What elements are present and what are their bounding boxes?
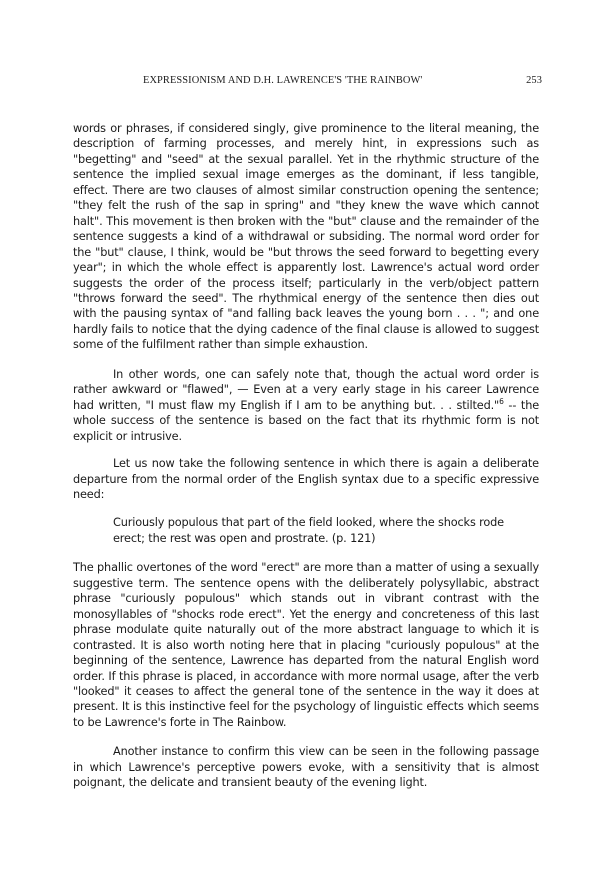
paragraph-flawed-english [73,367,539,444]
paragraph-continuation: words or phrases, if considered singly, give prominence to the literal meaning, the description of farming processes, and merely hint, in expressions such as "begetting" and "seed" at the sexual parallel. Yet in the rhythmic structure of the sentence the implied sexual image emerges as the dominant, if less tangible, effect. There are two clauses of almost similar construction opening the sentence; "they felt the rush of the sap in spring" and "they knew the wave which cannot halt". This movement is then broken with the "but" clause and the remainder of the sentence suggests a kind of a withdrawal or subsiding. The normal word order for the "but" clause, I think, would be "but throws the seed forward to begetting every year"; in which the whole effect is apparently lost. Lawrence's actual word order suggests the order of the process itself; particularly in the verb/object pattern "throws forward the seed". The rhythmical energy of the sentence then dies out with the pausing syntax of "and falling back leaves the young born . . . "; and one hardly fails to notice that the dying cadence of the final clause is allowed to suggest some of the fulfilment rather than simple exhaustion. [73,122,539,352]
paragraph-text: In other words, one can safely note that, though the actual word order is rather awkward or "flawed", — Even at a very early stage in his career Lawrence had written, "I must flaw my English if I am to be anything but. . . stilted." [73,367,539,412]
running-head-title: EXPRESSIONISM AND D.H. LAWRENCE'S 'THE RAINBOW' [143,75,423,86]
paragraph-another-instance: Another instance to confirm this view can be seen in the following passage in which Lawrence's perceptive powers evoke, with a sensitivity that is almost poignant, the delicate and transient beauty of the evening light. [73,745,539,790]
body-text [73,121,539,791]
footnote-reference: 6 [499,396,504,406]
paragraph-following-sentence: Let us now take the following sentence in which there is again a deliberate departure from the normal order of the English syntax due to a specific expressive need: [73,457,539,501]
block-quote: Curiously populous that part of the field looked, where the shocks rode erect; the rest was open and prostrate. (p. 121) [113,516,504,545]
running-head [73,75,540,91]
paragraph-phallic-overtones: The phallic overtones of the word "erect" are more than a matter of using a sexually suggestive term. The sentence opens with the deliberately polysyllabic, abstract phrase "curiously populous" which stands out in vibrant contrast with the monosyllables of "shocks rode erect". Yet the energy and concreteness of this last phrase modulate quite naturally out of the more abstract language to which it is contrasted. It is also worth noting here that in placing "curiously populous" at the beginning of the sentence, Lawrence has departed from the natural English word order. If this phrase is placed, in accordance with more normal usage, after the verb "looked" it ceases to affect the general tone of the sentence in the way it does at present. It is this instinctive feel for the psychology of linguistic effects which seems to be Lawrence's forte in The Rainbow. [73,561,539,729]
page-number: 253 [526,75,542,86]
paragraph-text: -- the whole success of the sentence is based on the fact that its rhythmic form is not explicit or intrusive. [73,398,540,443]
